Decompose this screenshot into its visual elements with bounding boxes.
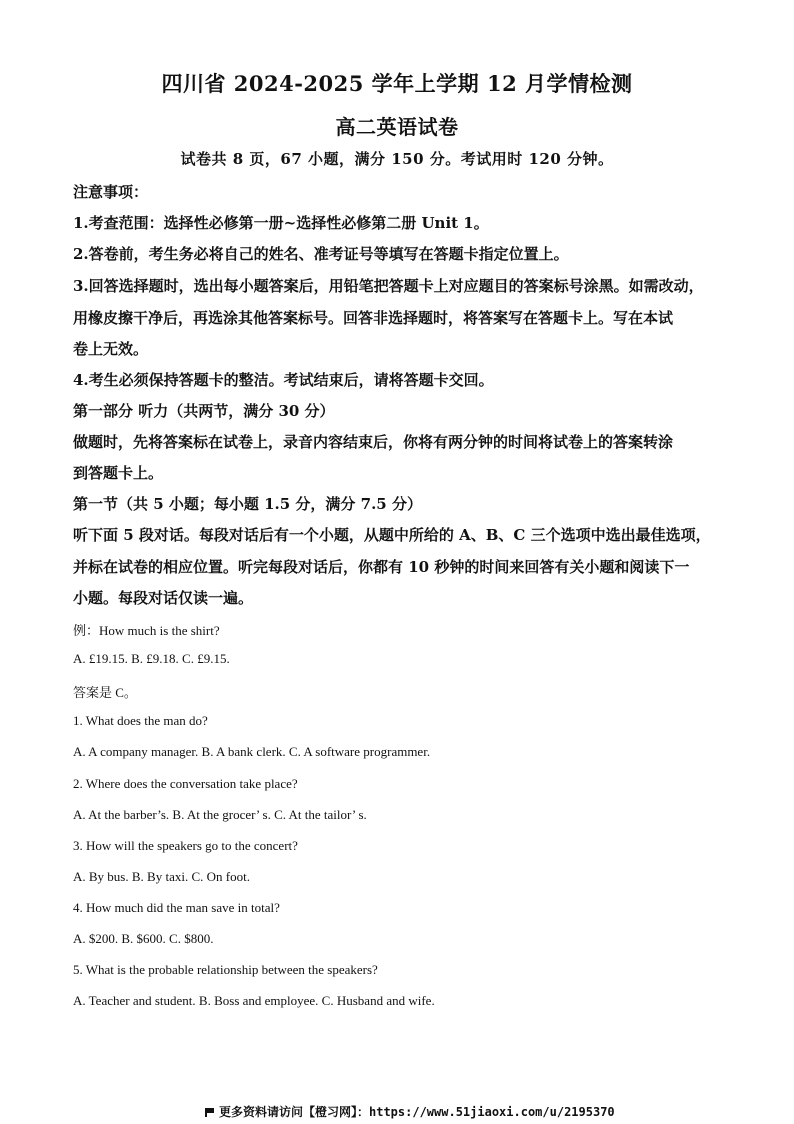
question-2: 2. Where does the conversation take place? [73, 776, 298, 791]
part1-intro-line-2: 到答题卡上。 [73, 464, 164, 482]
page-subtitle: 高二英语试卷 [335, 115, 459, 139]
question-3-options: A. By bus. B. By taxi. C. On foot. [73, 869, 250, 884]
part1-heading: 第一部分 听力（共两节，满分 30 分） [73, 402, 335, 420]
question-2-options: A. At the barber’s. B. At the grocer’ s. C. At the tailor’ s. [73, 807, 367, 822]
question-1-options: A. A company manager. B. A bank clerk. C. A software programmer. [73, 744, 431, 759]
note-1: 1.考查范围：选择性必修第一册~选择性必修第二册 Unit 1。 [73, 214, 489, 232]
example-question: 例：How much is the shirt? [73, 623, 220, 638]
question-5-options: A. Teacher and student. B. Boss and employee. C. Husband and wife. [73, 993, 435, 1008]
section1-instruction-line-3: 小题。每段对话仅读一遍。 [73, 589, 254, 607]
example-options: A. £19.15. B. £9.18. C. £9.15. [73, 651, 230, 666]
notes-heading: 注意事项： [73, 183, 149, 201]
section1-heading: 第一节（共 5 小题；每小题 1.5 分，满分 7.5 分） [73, 495, 422, 513]
question-3: 3. How will the speakers go to the concert? [73, 838, 298, 853]
note-3-line-1: 3.回答选择题时，选出每小题答案后，用铅笔把答题卡上对应题目的答案标号涂黑。如需改动， [73, 277, 704, 295]
flag-icon [205, 1108, 215, 1117]
footer-text: 更多资料请访问【橙习网】：https://www.51jiaoxi.com/u/2195370 [219, 1105, 615, 1119]
part1-intro-line-1: 做题时，先将答案标在试卷上，录音内容结束后，你将有两分钟的时间将试卷上的答案转涂 [73, 433, 674, 451]
question-4-options: A. $200. B. $600. C. $800. [73, 931, 214, 946]
exam-info: 试卷共 8 页，67 小题，满分 150 分。考试用时 120 分钟。 [180, 150, 614, 168]
question-4: 4. How much did the man save in total? [73, 900, 280, 915]
note-3-line-3: 卷上无效。 [73, 340, 149, 358]
note-2: 2.答卷前，考生务必将自己的姓名、准考证号等填写在答题卡指定位置上。 [73, 245, 569, 263]
question-1: 1. What does the man do? [73, 713, 208, 728]
page-title: 四川省 2024-2025 学年上学期 12 月学情检测 [161, 71, 633, 96]
note-4: 4.考生必须保持答题卡的整洁。考试结束后，请将答题卡交回。 [73, 371, 494, 389]
question-5: 5. What is the probable relationship between the speakers? [73, 962, 378, 977]
example-answer: 答案是 C。 [73, 685, 137, 700]
note-3-line-2: 用橡皮擦干净后，再选涂其他答案标号。回答非选择题时，将答案写在答题卡上。写在本试 [73, 309, 674, 327]
footer-link[interactable] [205, 1103, 615, 1120]
section1-instruction-line-2: 并标在试卷的相应位置。听完每段对话后，你都有 10 秒钟的时间来回答有关小题和阅读下一 [73, 558, 690, 576]
section1-instruction-line-1: 听下面 5 段对话。每段对话后有一个小题，从题中所给的 A、B、C 三个选项中选出最佳选项， [73, 526, 711, 544]
